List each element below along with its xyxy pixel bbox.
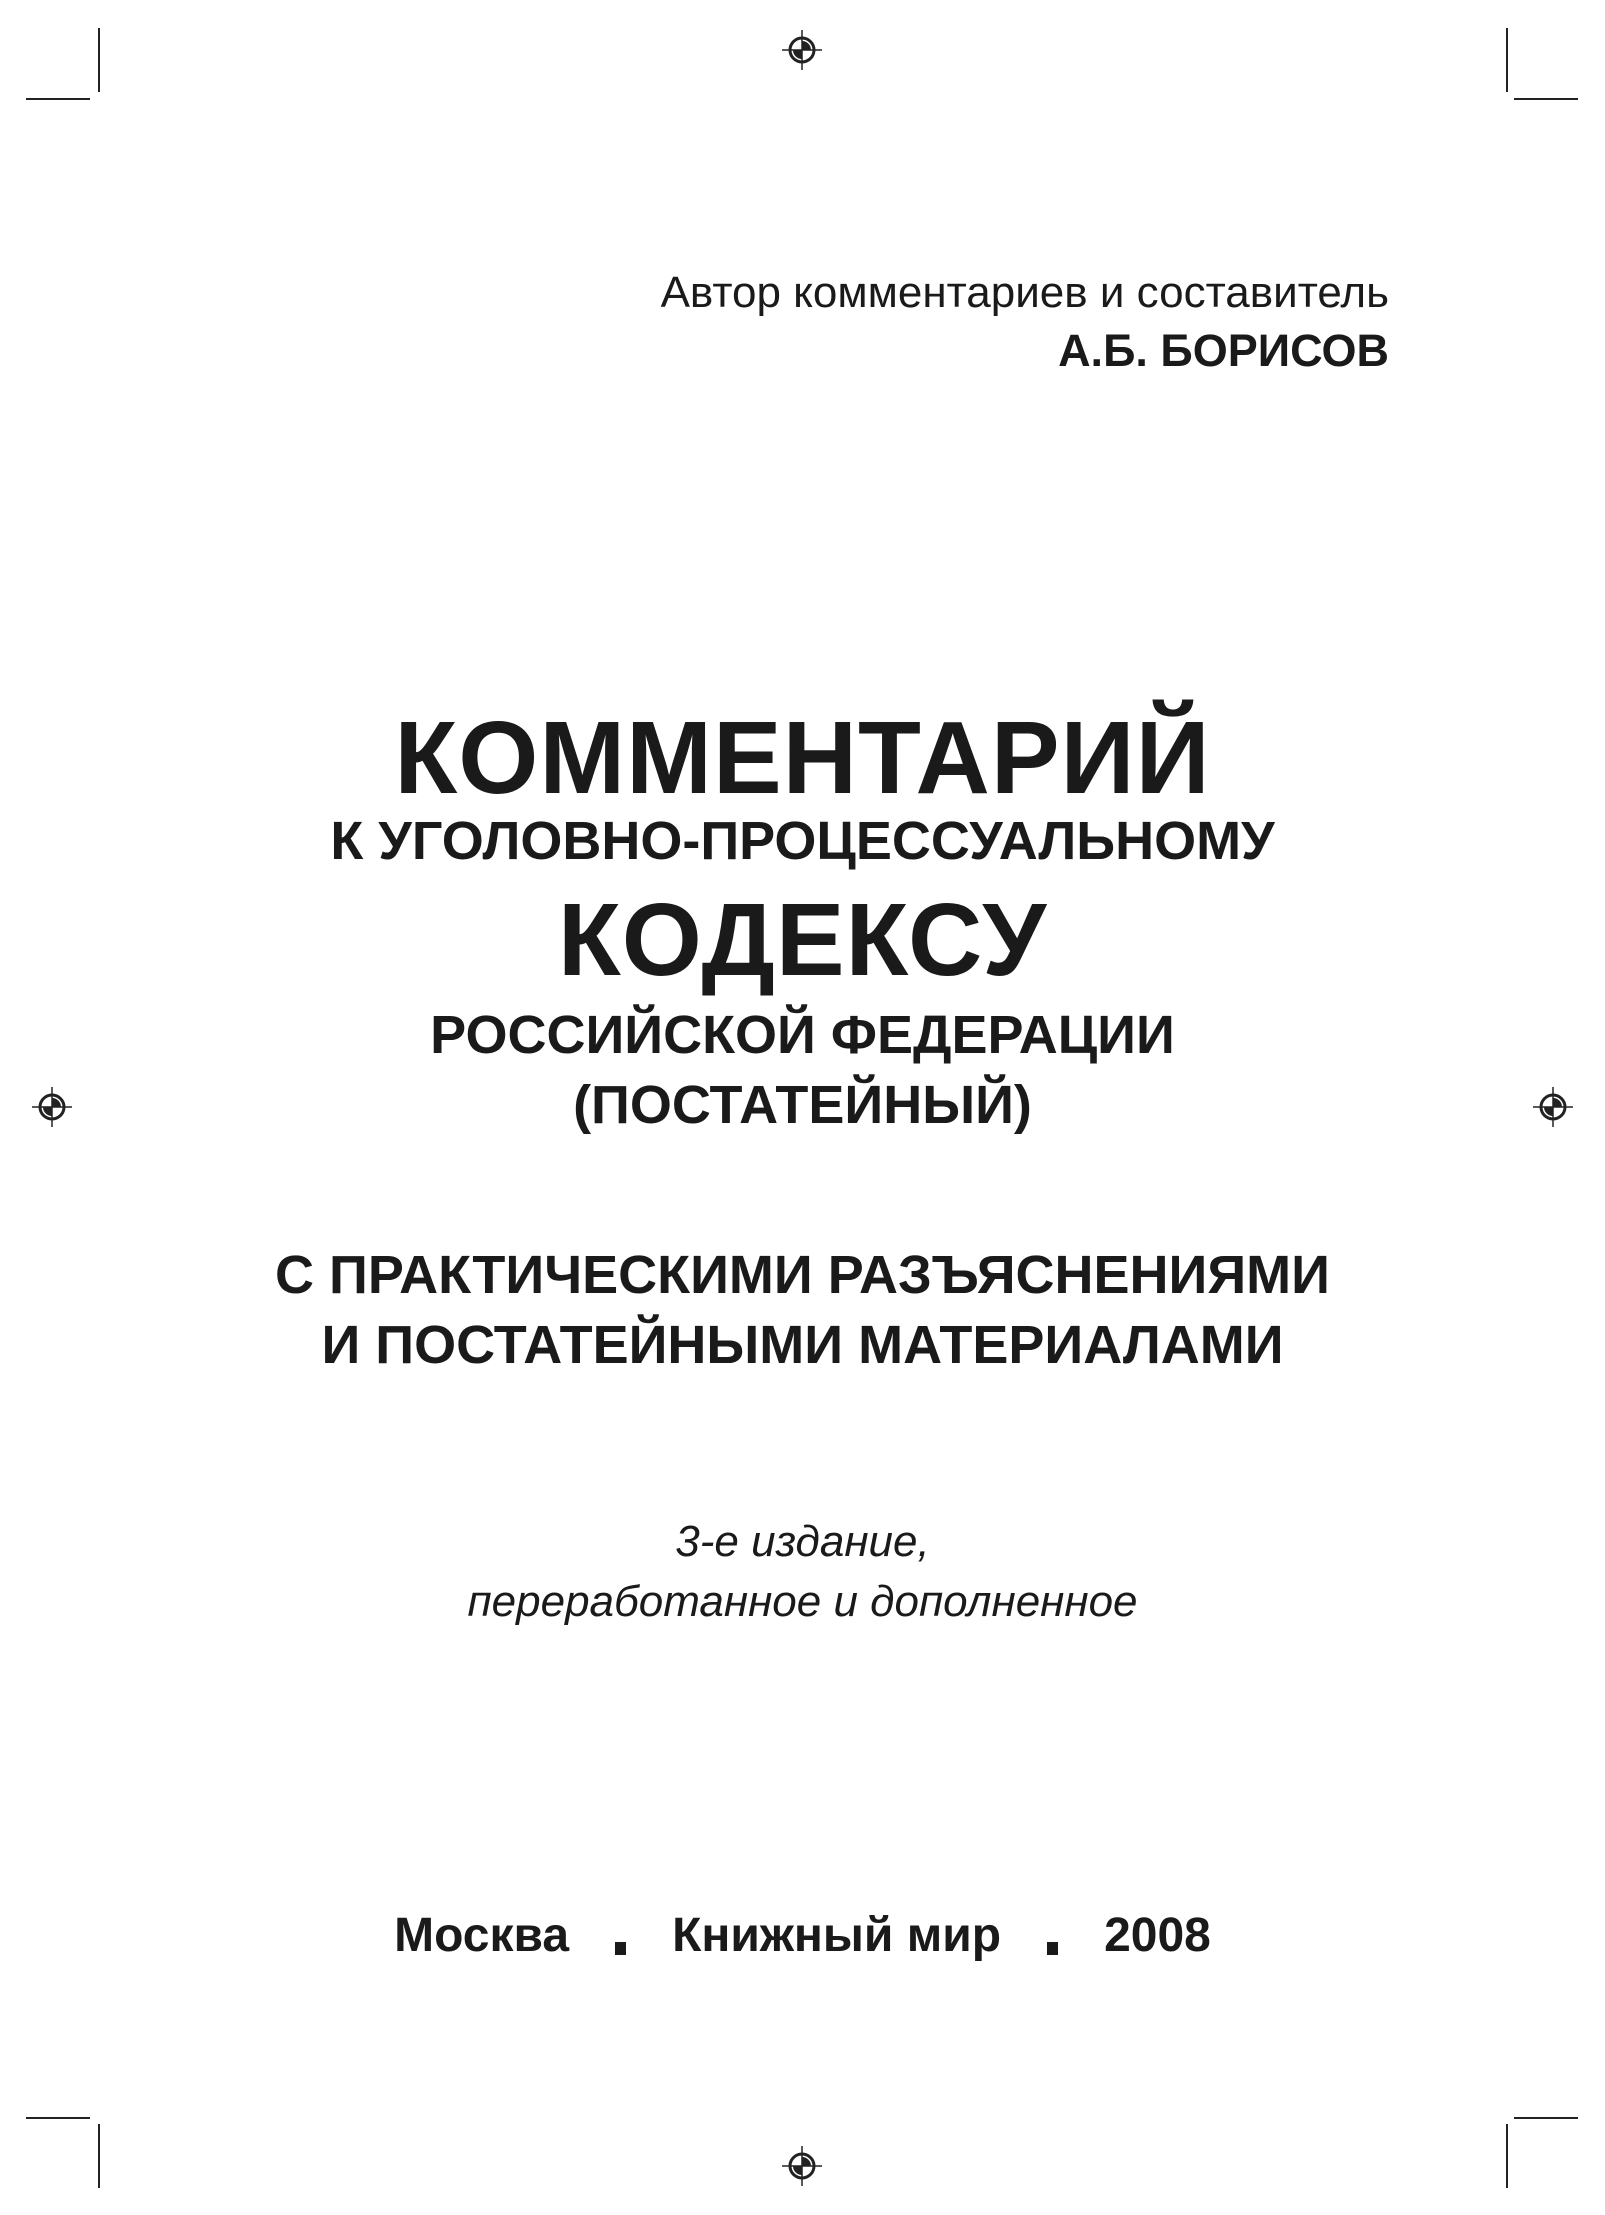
title-line-code: КОДЕКСУ [557,882,1048,997]
title-line-article-by-article: (ПОСТАТЕЙНЫЙ) [573,1075,1032,1135]
title-line-commentary: КОММЕНТАРИЙ [394,700,1211,815]
crop-mark-bottom-left-horizontal [26,2117,90,2119]
book-title [0,702,1605,1138]
registration-mark-icon [780,2144,824,2188]
author-block [661,264,1389,380]
publisher-line [0,1906,1605,1966]
author-name: А.Б. БОРИСОВ [1058,325,1389,376]
edition-line-1: 3-е издание, [675,1517,930,1566]
subtitle-line-2: И ПОСТАТЕЙНЫМИ МАТЕРИАЛАМИ [321,1315,1284,1375]
book-subtitle [0,1240,1605,1380]
author-caption: Автор комментариев и составитель [660,268,1389,317]
publisher-year: 2008 [1104,1909,1211,1962]
separator-square-icon [615,1942,626,1955]
crop-mark-top-right-horizontal [1514,98,1578,100]
title-line-russian-federation: РОССИЙСКОЙ ФЕДЕРАЦИИ [430,1005,1175,1065]
edition-line-2: переработанное и дополненное [467,1577,1138,1626]
crop-mark-top-right-vertical [1506,28,1508,92]
publisher-name: Книжный мир [672,1909,1002,1962]
edition-note [0,1512,1605,1632]
separator-square-icon [1047,1942,1058,1955]
crop-mark-bottom-right-horizontal [1514,2117,1578,2119]
registration-mark-icon [780,28,824,72]
crop-mark-top-left-horizontal [26,98,90,100]
subtitle-line-1: С ПРАКТИЧЕСКИМИ РАЗЪЯСНЕНИЯМИ [275,1245,1330,1305]
crop-mark-bottom-left-vertical [98,2124,100,2188]
crop-mark-top-left-vertical [98,28,100,92]
publisher-city: Москва [394,1909,570,1962]
title-line-criminal-procedure: К УГОЛОВНО-ПРОЦЕССУАЛЬНОМУ [330,811,1275,871]
crop-mark-bottom-right-vertical [1506,2124,1508,2188]
